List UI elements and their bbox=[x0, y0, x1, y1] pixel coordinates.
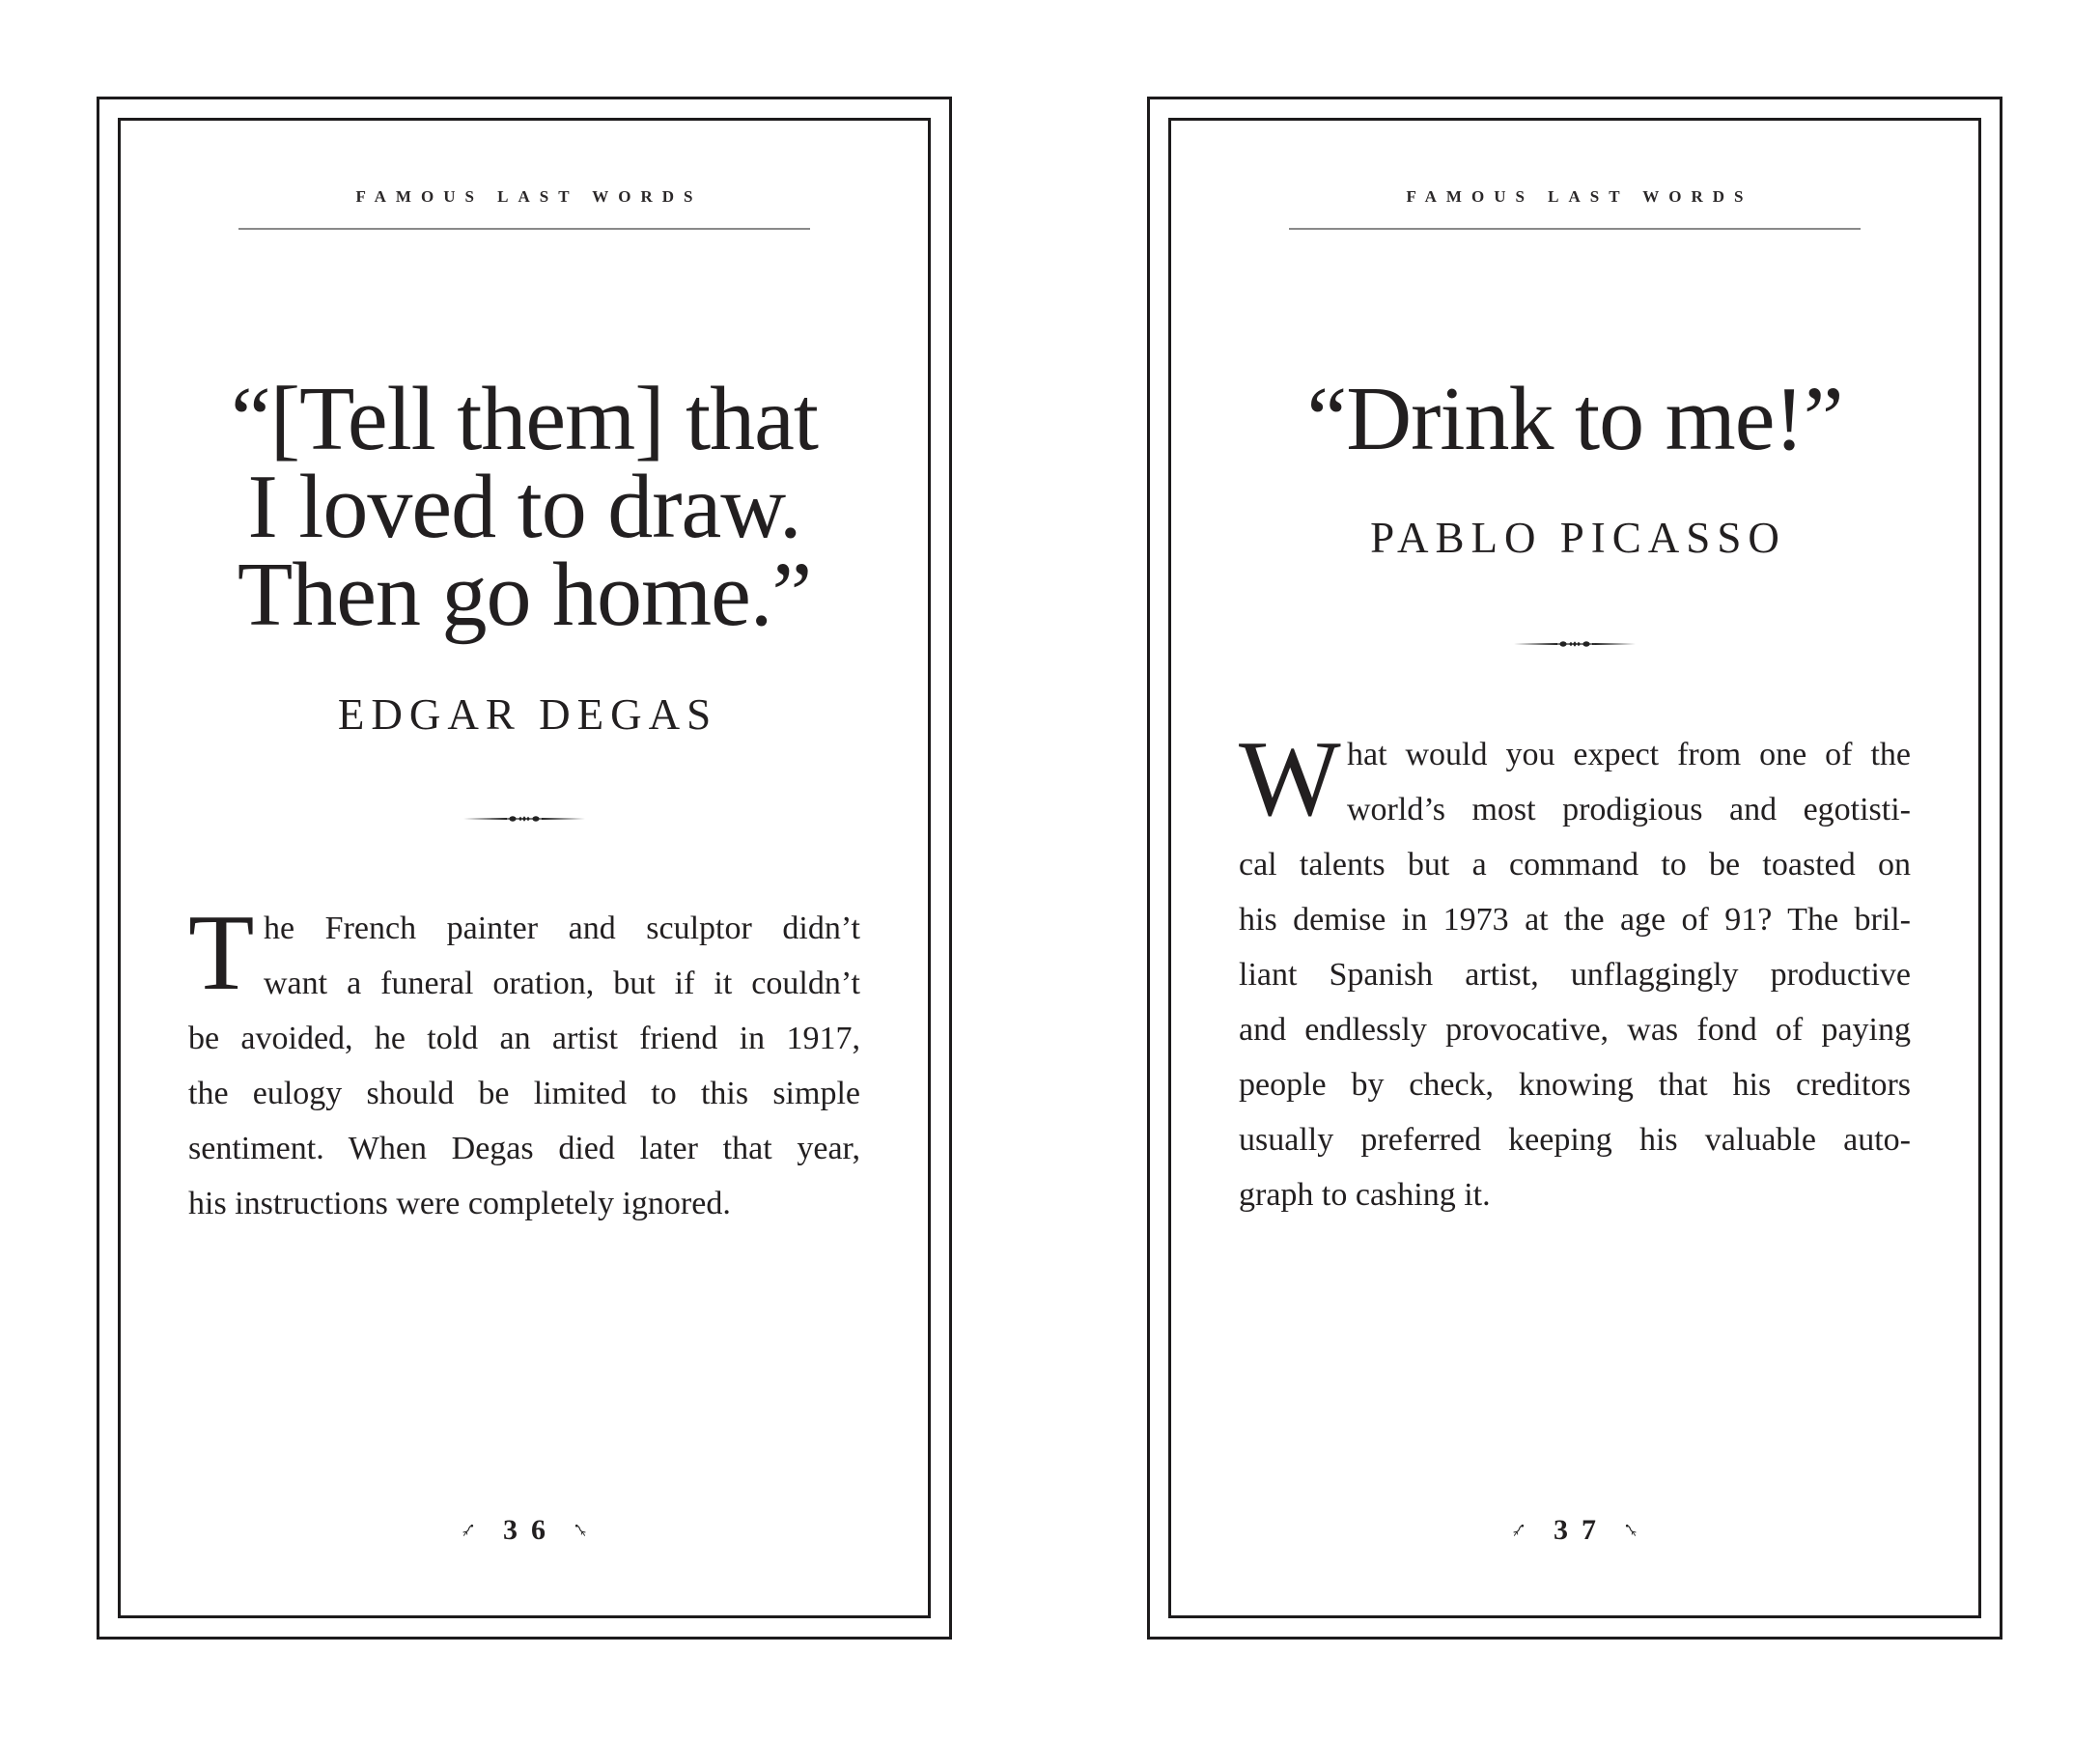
ornament-divider-icon bbox=[463, 813, 585, 825]
body-text-line: sentiment. When Degas died later that year, bbox=[188, 1131, 860, 1166]
body-text-line: hat would you expect from one of the bbox=[1347, 737, 1911, 772]
body-text-line: liant Spanish artist, unflaggingly productive bbox=[1239, 957, 1911, 993]
body-text-line: graph to cashing it. bbox=[1239, 1177, 1491, 1213]
body-paragraph bbox=[188, 893, 860, 1231]
drop-cap: W bbox=[1239, 719, 1341, 839]
attribution: PABLO PICASSO bbox=[1370, 514, 1786, 562]
ornament-divider-icon bbox=[1514, 638, 1636, 650]
page-number-fleuron-right-icon bbox=[1625, 1524, 1638, 1538]
body-text-line: cal talents but a command to be toasted on bbox=[1239, 847, 1911, 883]
body-text-line: be avoided, he told an artist friend in 1917, bbox=[188, 1021, 860, 1056]
page-number: 36 bbox=[503, 1514, 559, 1546]
running-header: FAMOUS LAST WORDS bbox=[1406, 187, 1753, 206]
body-text-line: usually preferred keeping his valuable auto- bbox=[1239, 1122, 1911, 1158]
body-text-line: want a funeral oration, but if it couldn’t bbox=[264, 966, 860, 1001]
header-rule bbox=[1289, 228, 1861, 230]
quote bbox=[1171, 369, 1978, 469]
quote-line: “[Tell them] that bbox=[230, 369, 819, 469]
body-text-line: and endlessly provocative, was fond of paying bbox=[1239, 1012, 1911, 1048]
header-rule bbox=[238, 228, 810, 230]
page-number-row bbox=[121, 1511, 928, 1550]
page-left-inner-frame bbox=[118, 118, 931, 1618]
quote-line: “Drink to me!” bbox=[1306, 369, 1843, 469]
quote-line: Then go home.” bbox=[237, 545, 812, 645]
quote bbox=[121, 369, 928, 645]
page-number: 37 bbox=[1554, 1514, 1610, 1546]
quote-line: I loved to draw. bbox=[247, 457, 801, 557]
body-text-line: his demise in 1973 at the age of 91? The bril- bbox=[1239, 902, 1911, 938]
attribution: EDGAR DEGAS bbox=[337, 690, 718, 739]
drop-cap: T bbox=[188, 893, 255, 1013]
page-right bbox=[1147, 97, 2002, 1640]
page-number-fleuron-left-icon bbox=[462, 1524, 474, 1538]
body-text-line: he French painter and sculptor didn’t bbox=[264, 911, 860, 946]
body-text-line: the eulogy should be limited to this simple bbox=[188, 1076, 860, 1111]
body-text-line: world’s most prodigious and egotisti- bbox=[1347, 792, 1911, 827]
body-text-line: people by check, knowing that his creditors bbox=[1239, 1067, 1911, 1103]
page-number-row bbox=[1171, 1511, 1978, 1550]
page-number-fleuron-right-icon bbox=[574, 1524, 587, 1538]
page-right-inner-frame bbox=[1168, 118, 1981, 1618]
body-text-line: his instructions were completely ignored. bbox=[188, 1186, 731, 1221]
page-number-fleuron-left-icon bbox=[1512, 1524, 1525, 1538]
running-header: FAMOUS LAST WORDS bbox=[355, 187, 703, 206]
page-left bbox=[97, 97, 952, 1640]
body-paragraph bbox=[1239, 719, 1911, 1222]
